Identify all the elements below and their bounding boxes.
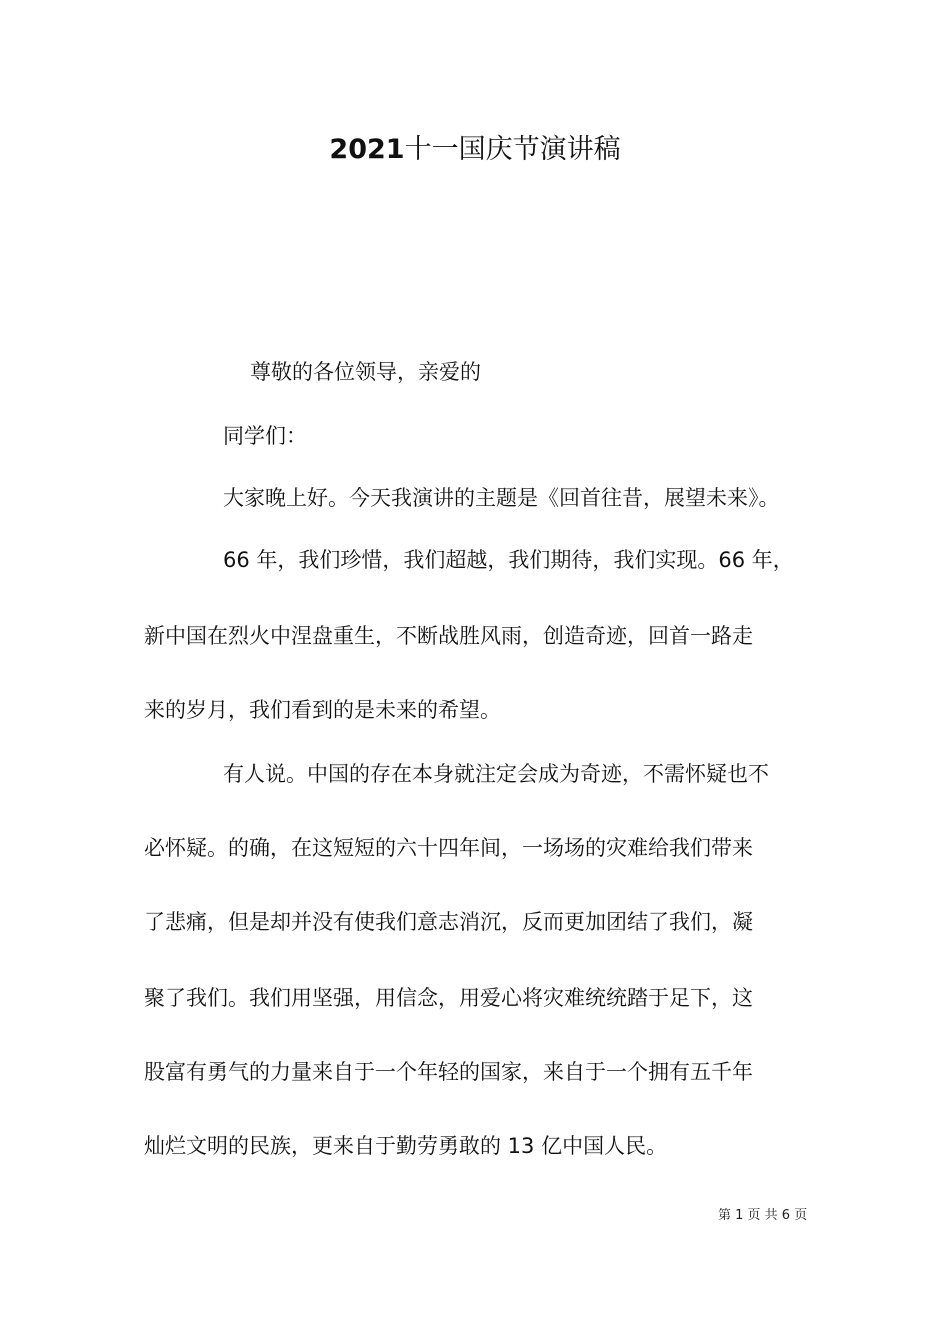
title-year: 2021 xyxy=(329,134,405,165)
paragraph-line: 必怀疑。的确，在这短短的六十四年间，一场场的灾难给我们带来 xyxy=(144,836,753,860)
paragraph-line: 新中国在烈火中涅盘重生，不断战胜风雨，创造奇迹，回首一路走 xyxy=(144,624,753,648)
paragraph-line: 灿烂文明的民族，更来自于勤劳勇敢的 13 亿中国人民。 xyxy=(144,1134,668,1158)
paragraph-line: 同学们： xyxy=(223,424,307,448)
paragraph-line: 了悲痛，但是却并没有使我们意志消沉，反而更加团结了我们，凝 xyxy=(144,910,753,934)
paragraph-line: 有人说。中国的存在本身就注定会成为奇迹，不需怀疑也不 xyxy=(223,762,769,786)
document-title xyxy=(0,130,950,170)
paragraph-line: 股富有勇气的力量来自于一个年轻的国家，来自于一个拥有五千年 xyxy=(144,1060,753,1084)
title-text: 十一国庆节演讲稿 xyxy=(404,134,621,165)
paragraph-line: 66 年，我们珍惜，我们超越，我们期待，我们实现。66 年， xyxy=(223,548,794,572)
paragraph-line: 大家晚上好。今天我演讲的主题是《回首往昔，展望未来》。 xyxy=(223,486,780,510)
paragraph-line: 聚了我们。我们用坚强，用信念，用爱心将灾难统统踏于足下，这 xyxy=(144,986,753,1010)
paragraph-line: 尊敬的各位领导，亲爱的 xyxy=(250,360,481,384)
paragraph-line: 来的岁月，我们看到的是未来的希望。 xyxy=(144,698,501,722)
page-number-footer: 第 1 页 共 6 页 xyxy=(718,1208,808,1223)
